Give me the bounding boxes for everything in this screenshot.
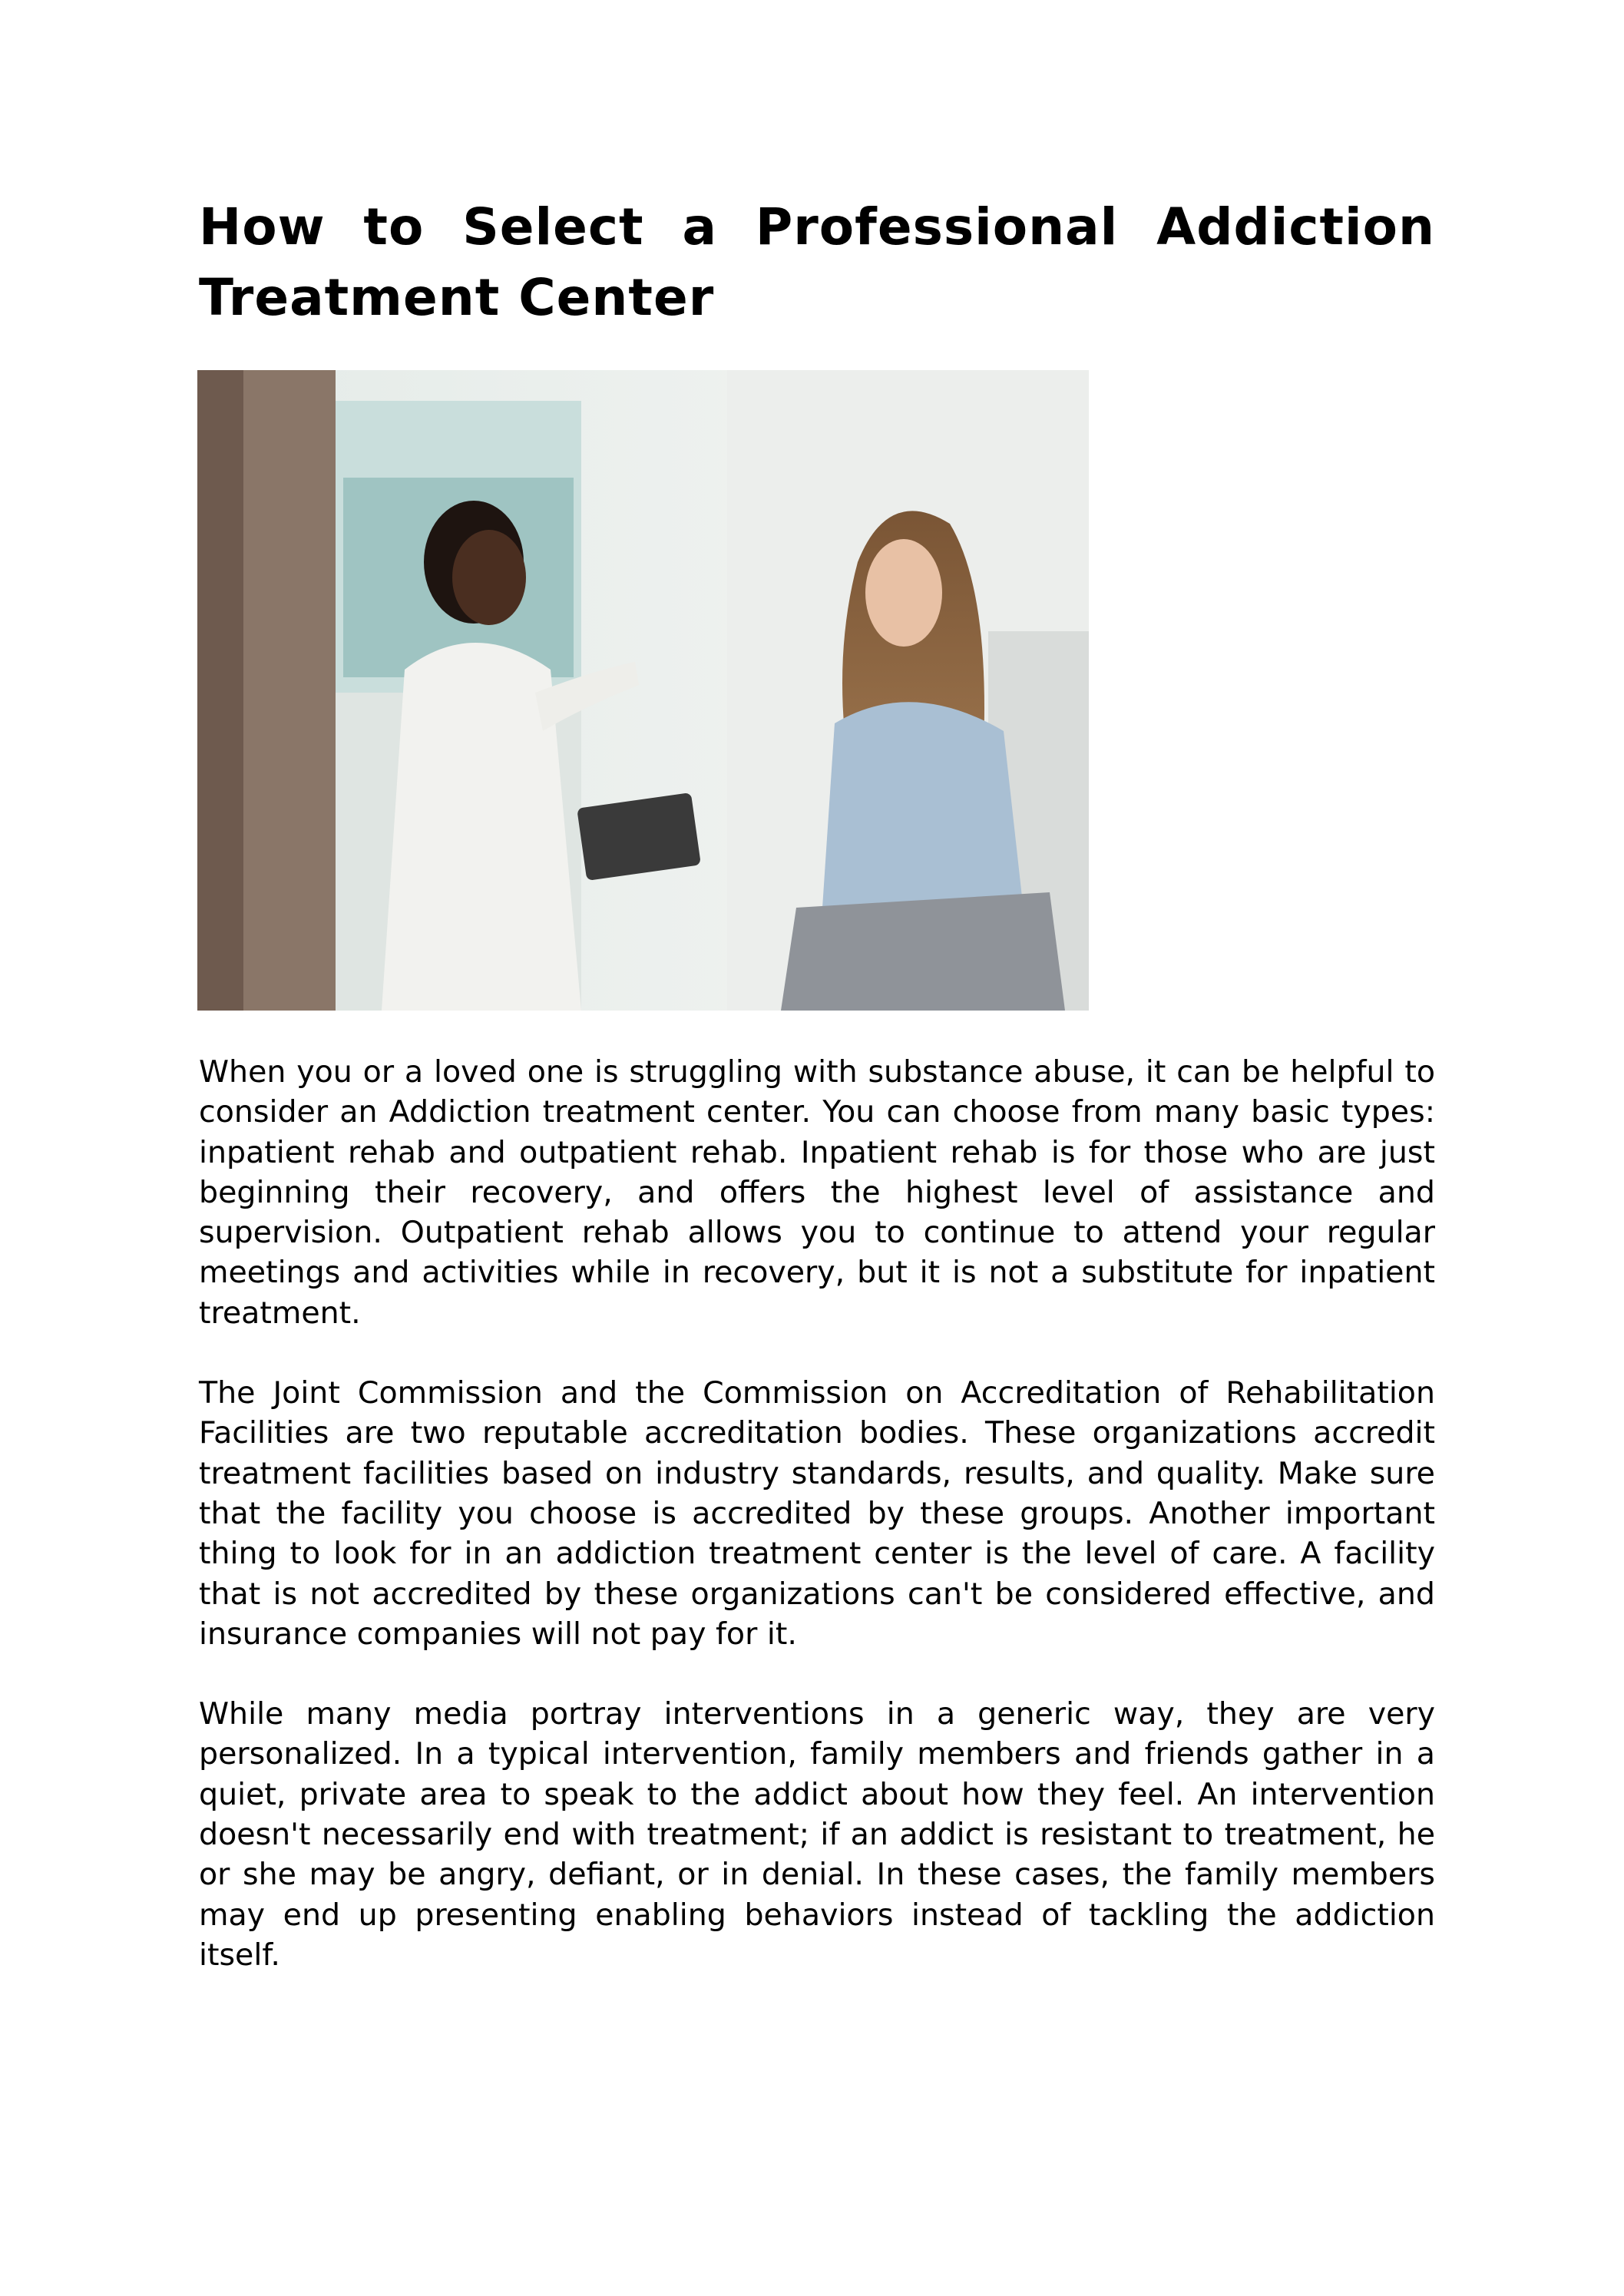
paragraph-accreditation: The Joint Commission and the Commission on Accreditation of Rehabilitation Facilities are two reputable accreditation bodies. These organizations accredit treatment facilities based on industry standards, results, and quality. Make sure that the facility you choose is accredited by these groups. Another important thing to look for in an addiction treatment center is the level of care. A facility that is not accredited by these organizations can't be considered effective, and insurance companies will not pay for it. xyxy=(199,1375,1435,1652)
article-photo xyxy=(197,370,1089,1011)
paragraph-inpatient-outpatient: When you or a loved one is struggling with substance abuse, it can be helpful to consider an Addiction treatment center. You can choose from many basic types: inpatient rehab and outpatient rehab. Inpatient rehab is for those who are just beginning their recovery, and offers the highest level of assistance and supervision. Outpatient rehab allows you to continue to attend your regular meetings and activities while in recovery, but it is not a substitute for inpatient treatment. xyxy=(199,1054,1435,1331)
paragraph-interventions: While many media portray interventions in a generic way, they are very personalized. In a typical intervention, family members and friends gather in a quiet, private area to speak to the addict about how they feel. An intervention doesn't necessarily end with treatment; if an addict is resistant to treatment, he or she may be angry, defiant, or in denial. In these cases, the family members may end up presenting enabling behaviors instead of tackling the addiction itself. xyxy=(199,1696,1435,1973)
photo-doctor-consulting-patient-icon xyxy=(197,370,1089,1011)
page-title: How to Select a Professional Addiction Treatment Center xyxy=(199,197,1435,327)
article-body xyxy=(199,1052,1435,2015)
